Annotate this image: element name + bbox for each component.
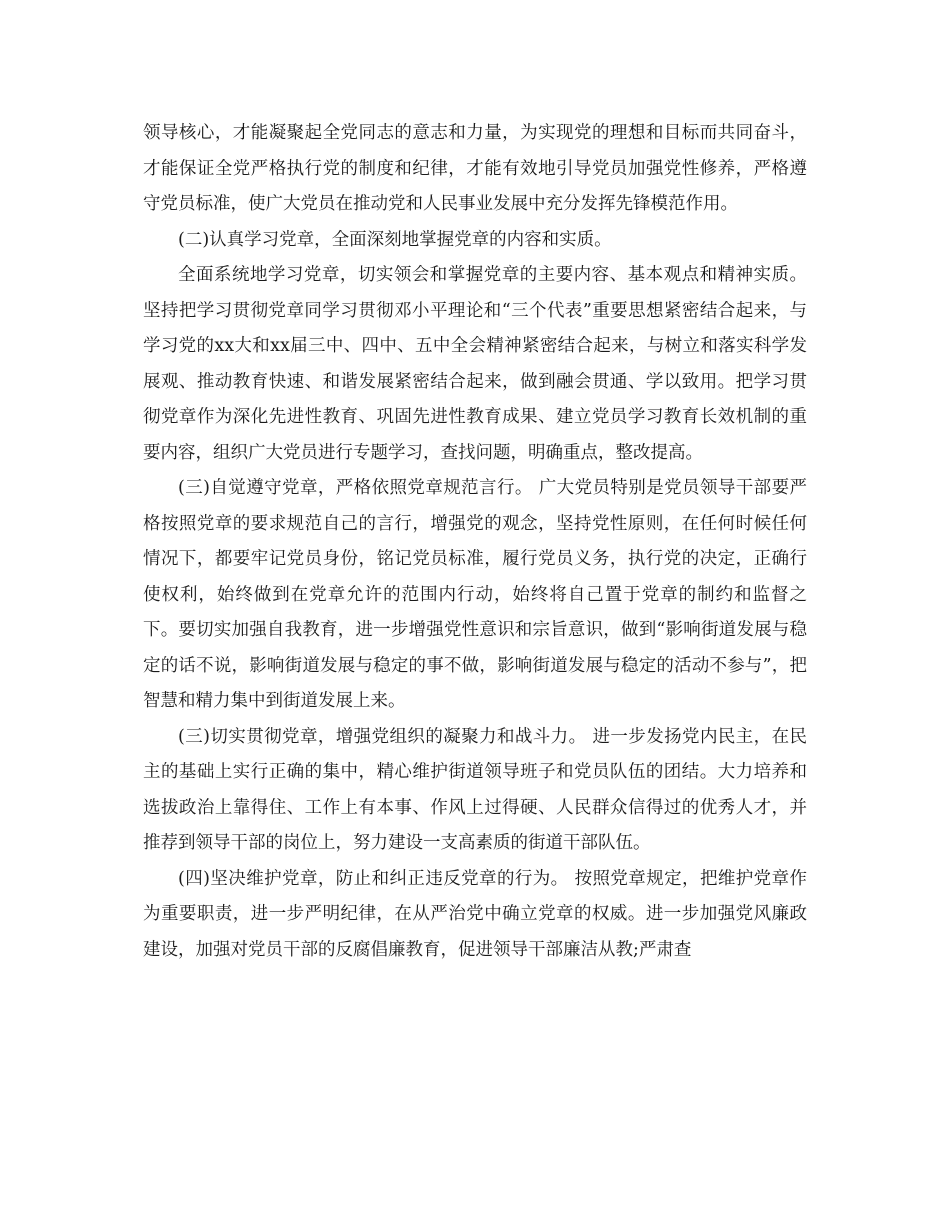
paragraph-1: 领导核心，才能凝聚起全党同志的意志和力量，为实现党的理想和目标而共同奋斗，才能保证全党严格执行党的制度和纪律，才能有效地引导党员加强党性修养，严格遵守党员标准，使广大党员在推动党和人民事业发展中充分发挥先锋模范作用。 — [143, 123, 807, 214]
paragraph-3: 全面系统地学习党章，切实领会和掌握党章的主要内容、基本观点和精神实质。坚持把学习贯彻党章同学习贯彻邓小平理论和“三个代表”重要思想紧密结合起来，与学习党的xx大和xx届三中、四中、五中全会精神紧密结合起来，与树立和落实科学发展观、推动教育快速、和谐发展紧密结合起来，做到融会贯通、学以致用。把学习贯彻党章作为深化先进性教育、巩固先进性教育成果、建立党员学习教育长效机制的重要内容，组织广大党员进行专题学习，查找问题，明确重点，整改提高。 — [143, 265, 807, 463]
paragraph-2-heading: (二)认真学习党章，全面深刻地掌握党章的内容和实质。 — [178, 229, 612, 250]
document-body — [143, 116, 807, 968]
paragraph-5: (三)切实贯彻党章，增强党组织的凝聚力和战斗力。 进一步发扬党内民主，在民主的基础上实行正确的集中，精心维护街道领导班子和党员队伍的团结。大力培养和选拔政治上靠得住、工作上有本事、作风上过得硬、人民群众信得过的优秀人才，并推荐到领导干部的岗位上，努力建设一支高素质的街道干部队伍。 — [143, 726, 807, 853]
paragraph-4: (三)自觉遵守党章，严格依照党章规范言行。 广大党员特别是党员领导干部要严格按照党章的要求规范自己的言行，增强党的观念，坚持党性原则，在任何时候任何情况下，都要牢记党员身份，铭记党员标准，履行党员义务，执行党的决定，正确行使权利，始终做到在党章允许的范围内行动，始终将自己置于党章的制约和监督之下。要切实加强自我教育，进一步增强党性意识和宗旨意识，做到“影响街道发展与稳定的话不说，影响街道发展与稳定的事不做，影响街道发展与稳定的活动不参与”，把智慧和精力集中到街道发展上来。 — [143, 478, 807, 711]
paragraph-6: (四)坚决维护党章，防止和纠正违反党章的行为。 按照党章规定，把维护党章作为重要职责，进一步严明纪律，在从严治党中确立党章的权威。进一步加强党风廉政建设，加强对党员干部的反腐倡廉教育，促进领导干部廉洁从教;严肃查 — [143, 868, 807, 960]
